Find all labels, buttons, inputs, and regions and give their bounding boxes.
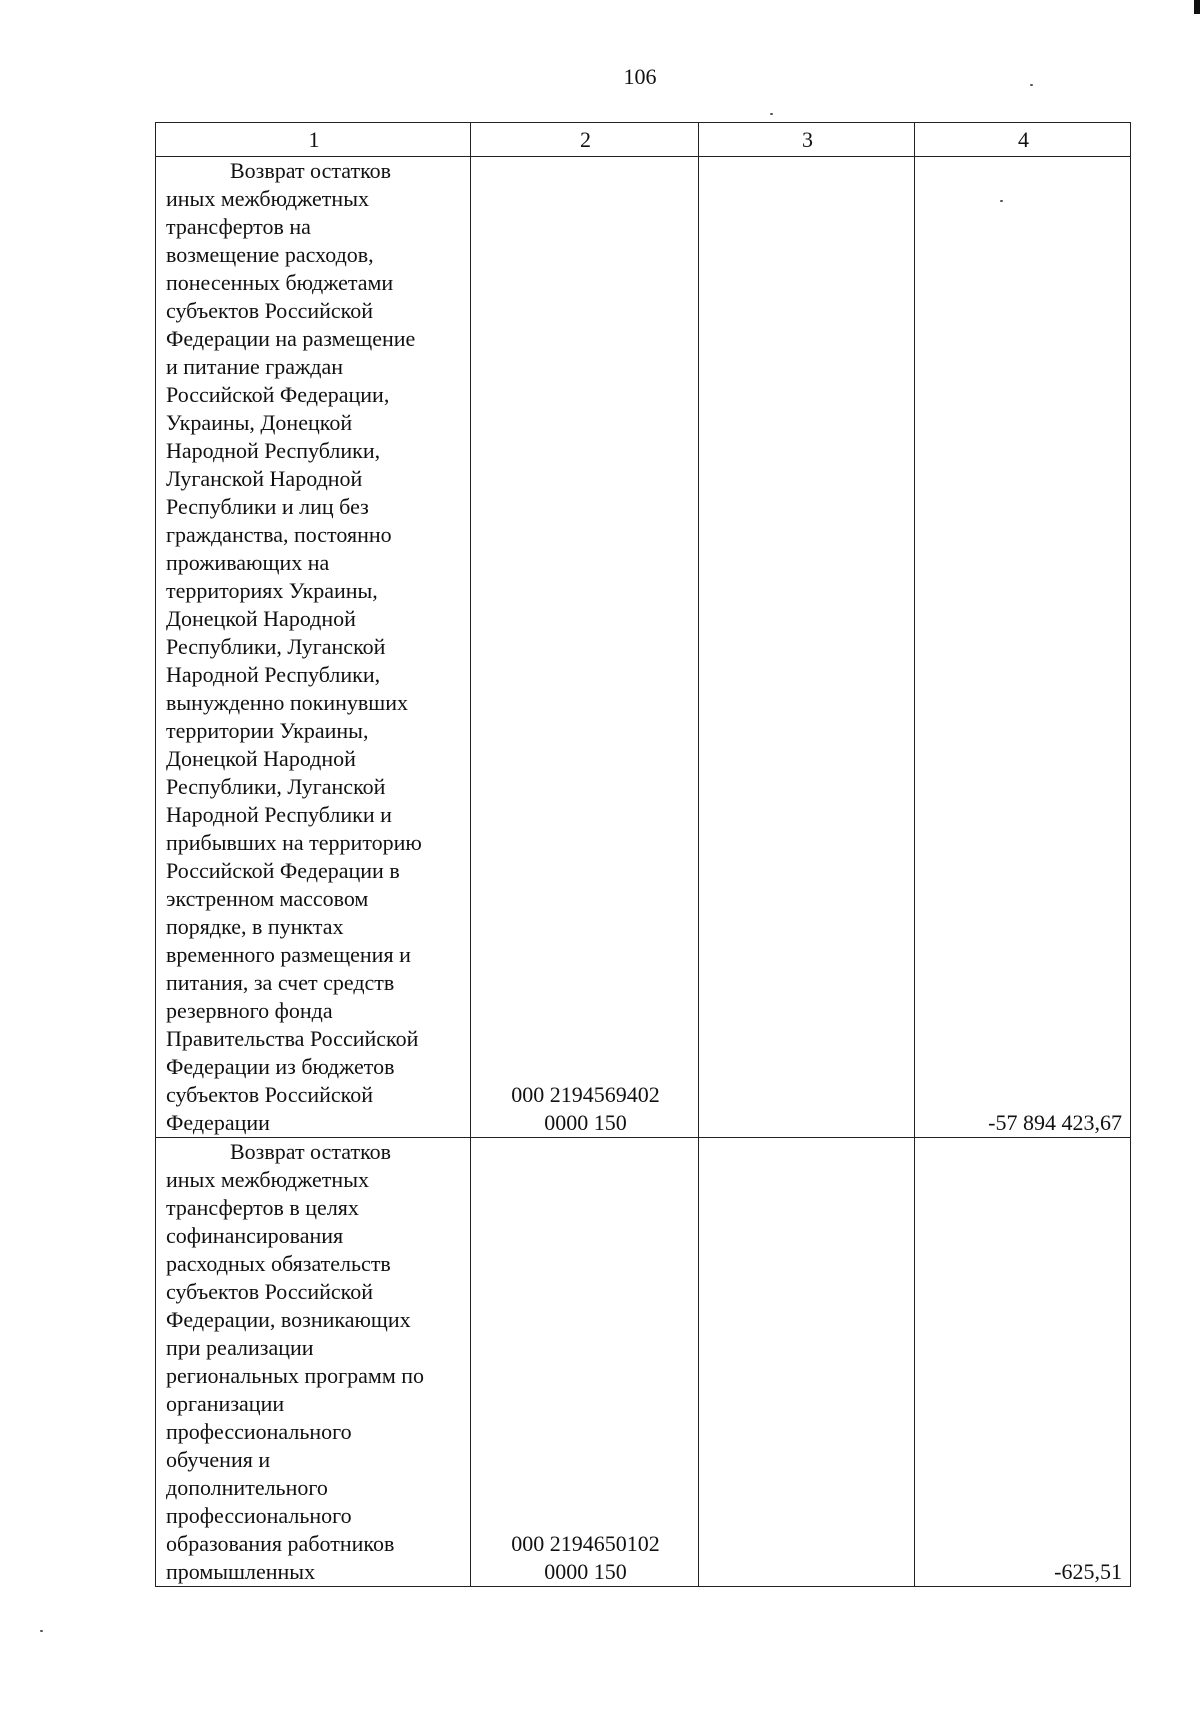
description-line: Народной Республики, [166,662,381,687]
description-line: при реализации [166,1335,314,1360]
description-line: Украины, Донецкой [166,410,353,435]
description-line: понесенных бюджетами [166,270,394,295]
description-line: профессионального [166,1503,352,1528]
description-line: субъектов Российской [166,1082,374,1107]
description-line: Донецкой Народной [166,606,356,631]
description-line: профессионального [166,1419,352,1444]
description-line: обучения и [166,1447,271,1472]
description-line: иных межбюджетных [166,1167,369,1192]
description-line: временного размещения и [166,942,411,967]
description-line: Народной Республики и [166,802,392,827]
description-line: Возврат остатков [230,158,392,183]
description-line: проживающих на [166,550,330,575]
description-line: организации [166,1391,285,1416]
table-row [156,1138,1131,1587]
description-line: субъектов Российской [166,298,374,323]
description-line: Федерации [166,1110,270,1135]
description-line: Возврат остатков [230,1139,392,1164]
description-line: расходных обязательств [166,1251,391,1276]
description-line: Российской Федерации в [166,858,400,883]
description-line: Федерации из бюджетов [166,1054,395,1079]
description-line: Народной Республики, [166,438,381,463]
description-line: Федерации на размещение [166,326,416,351]
description-line: территориях Украины, [166,578,378,603]
column-header-3: 3 [699,123,915,157]
description-line: возмещение расходов, [166,242,374,267]
description-line: прибывших на территорию [166,830,422,855]
table-body [156,157,1131,1587]
page-number: 106 [623,64,657,89]
description-line: Федерации, возникающих [166,1307,411,1332]
description-line: дополнительного [166,1475,328,1500]
header-row [156,123,1131,157]
scan-speck [1000,200,1003,202]
budget-code-line: 000 2194650102 [511,1531,660,1556]
description-line: трансфертов на [166,214,311,239]
row-amount: -625,51 [915,1138,1131,1587]
budget-code-line: 0000 150 [544,1110,627,1135]
description-line: резервного фонда [166,998,333,1023]
description-line: порядке, в пунктах [166,914,344,939]
description-line: Луганской Народной [166,466,363,491]
row-description [156,1138,471,1587]
column-header-4: 4 [915,123,1131,157]
description-line: образования работников [166,1531,395,1556]
description-line: субъектов Российской [166,1279,374,1304]
budget-code-line: 000 2194569402 [511,1082,660,1107]
row-column-3 [699,157,915,1138]
budget-code-line: 0000 150 [544,1559,627,1584]
row-amount: -57 894 423,67 [915,157,1131,1138]
description-line: софинансирования [166,1223,344,1248]
description-line: Республики, Луганской [166,774,386,799]
scan-speck [40,1630,43,1632]
description-line: промышленных [166,1559,316,1584]
description-line: питания, за счет средств [166,970,395,995]
description-line: вынужденно покинувших [166,690,408,715]
scan-edge-mark [1194,0,1200,14]
row-description [156,157,471,1138]
description-line: территории Украины, [166,718,369,743]
description-line: и питание граждан [166,354,343,379]
row-column-3 [699,1138,915,1587]
description-line: Правительства Российской [166,1026,419,1051]
column-header-1: 1 [156,123,471,157]
description-line: экстренном массовом [166,886,369,911]
description-line: иных межбюджетных [166,186,369,211]
description-line: трансфертов в целях [166,1195,359,1220]
description-line: региональных программ по [166,1363,425,1388]
description-line: гражданства, постоянно [166,522,392,547]
description-line: Республики, Луганской [166,634,386,659]
scan-speck [1030,84,1033,86]
budget-table [155,122,1131,1587]
table-row [156,157,1131,1138]
row-budget-code [471,157,699,1138]
row-budget-code [471,1138,699,1587]
scan-speck [770,113,773,115]
description-line: Республики и лиц без [166,494,369,519]
description-line: Донецкой Народной [166,746,356,771]
description-line: Российской Федерации, [166,382,390,407]
column-header-2: 2 [471,123,699,157]
